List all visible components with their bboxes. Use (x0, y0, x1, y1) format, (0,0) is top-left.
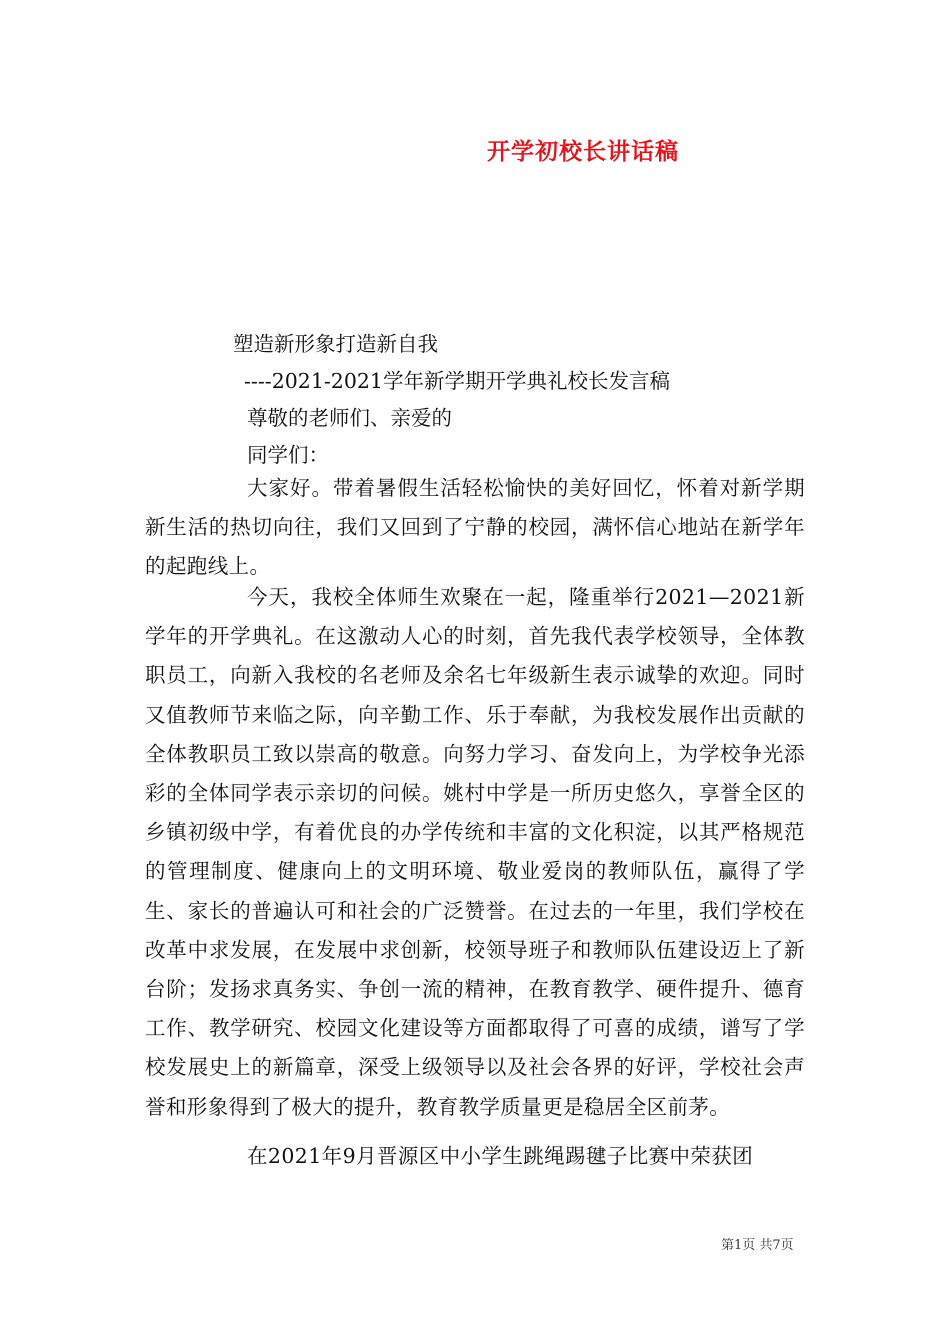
paragraph-continued: 在2021年9月晋源区中小学生跳绳踢毽子比赛中荣获团 (247, 1144, 754, 1168)
document-title: 开学初校长讲话稿 (487, 138, 679, 165)
subtitle-main: 塑造新形象打造新自我 (233, 332, 438, 356)
page-footer: 第1页 共7页 (721, 1238, 794, 1253)
subtitle-sub: ----2021-2021学年新学期开学典礼校长发言稿 (244, 369, 670, 393)
paragraph-greeting: 大家好。带着暑假生活轻松愉快的美好回忆，怀着对新学期新生活的热切向往，我们又回到了宁静的校园，满怀信心地站在新学年的起跑线上。 (145, 476, 805, 579)
salutation-line-2: 同学们： (247, 443, 329, 467)
salutation-line-1: 尊敬的老师们、亲爱的 (247, 406, 452, 430)
paragraph-main: 今天，我校全体师生欢聚在一起，隆重举行2021—2021新学年的开学典礼。在这激动人心的时刻，首先我代表学校领导，全体教职员工，向新入我校的名老师及余名七年级新生表示诚挚的欢迎。同时又值教师节来临之际，向辛勤工作、乐于奉献，为我校发展作出贡献的全体教职员工致以崇高的敬意。向努力学习、奋发向上，为学校争光添彩的全体同学表示亲切的问候。姚村中学是一所历史悠久，享誉全区的乡镇初级中学，有着优良的办学传统和丰富的文化积淀，以其严格规范的管理制度、健康向上的文明环境、敬业爱岗的教师队伍，赢得了学生、家长的普遍认可和社会的广泛赞誉。在过去的一年里，我们学校在改革中求发展，在发展中求创新，校领导班子和教师队伍建设迈上了新台阶；发扬求真务实、争创一流的精神，在教育教学、硬件提升、德育工作、教学研究、校园文化建设等方面都取得了可喜的成绩，谱写了学校发展史上的新篇章，深受上级领导以及社会各界的好评，学校社会声誉和形象得到了极大的提升，教育教学质量更是稳居全区前茅。 (145, 585, 805, 1119)
